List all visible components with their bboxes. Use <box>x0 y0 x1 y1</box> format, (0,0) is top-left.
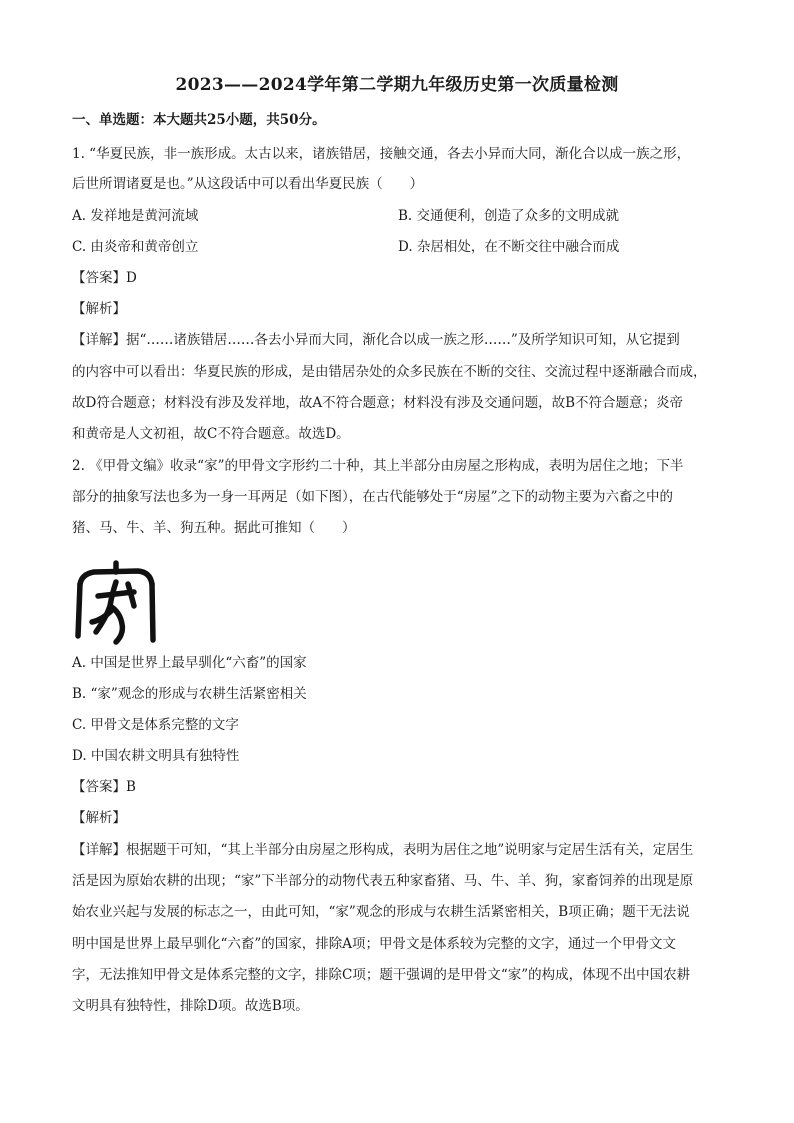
q1-detail-line-4: 和黄帝是人文初祖，故C不符合题意。故选D。 <box>72 426 350 442</box>
q1-option-d: D. 杂居相处，在不断交往中融合而成 <box>398 239 620 255</box>
q1-stem-line-1: 1. “华夏民族，非一族形成。太古以来，诸族错居，接触交通，各去小异而大同，渐化合以成一族之形， <box>72 146 691 162</box>
q2-analysis-label: 【解析】 <box>72 810 126 826</box>
q2-detail-line-3: 始农业兴起与发展的标志之一，由此可知，“家”观念的形成与农耕生活紧密相关，B项正确；题干无法说 <box>72 904 690 920</box>
q2-detail-line-6: 文明具有独特性，排除D项。故选B项。 <box>72 998 309 1014</box>
q1-detail-line-3: 故D符合题意；材料没有涉及发祥地，故A不符合题意；材料没有涉及交通问题，故B不符合题意；炎帝 <box>72 395 683 411</box>
q1-detail-line-2: 的内容中可以看出：华夏民族的形成，是由错居杂处的众多民族在不断的交往、交流过程中逐渐融合而成， <box>72 364 707 380</box>
q1-detail-line-1: 【详解】据“……诸族错居……各去小异而大同，渐化合以成一族之形……”及所学知识可知，从它提到 <box>72 332 680 348</box>
q1-option-b: B. 交通便利，创造了众多的文明成就 <box>398 208 620 224</box>
q2-detail-line-5: 字，无法推知甲骨文是体系完整的文字，排除C项；题干强调的是甲骨文“家”的构成，体现不出中国农耕 <box>72 967 691 983</box>
exam-title: 2023——2024学年第二学期九年级历史第一次质量检测 <box>175 75 619 95</box>
q2-stem-line-1: 2. 《甲骨文编》收录“家”的甲骨文字形约二十种，其上半部分由房屋之形构成，表明为居住之地；下半 <box>72 458 684 474</box>
q2-answer: 【答案】B <box>72 779 136 795</box>
q2-detail-line-1: 【详解】根据题干可知，“其上半部分由房屋之形构成，表明为居住之地”说明家与定居生活有关，定居生 <box>72 842 694 858</box>
q1-analysis-label: 【解析】 <box>72 301 126 317</box>
q1-option-c: C. 由炎帝和黄帝创立 <box>72 239 199 255</box>
oracle-bone-jia-glyph <box>72 560 162 646</box>
q2-option-b: B. “家”观念的形成与农耕生活紧密相关 <box>72 686 307 702</box>
section-heading: 一、单选题：本大题共25小题，共50分。 <box>72 112 326 128</box>
q2-option-d: D. 中国农耕文明具有独特性 <box>72 748 240 764</box>
q2-stem-line-2: 部分的抽象写法也多为一身一耳两足（如下图），在古代能够处于“房屋”之下的动物主要为六畜之中的 <box>72 489 674 505</box>
q2-detail-line-4: 明中国是世界上最早驯化“六畜”的国家，排除A项；甲骨文是体系较为完整的文字，通过一个甲骨文文 <box>72 936 677 952</box>
q2-option-c: C. 甲骨文是体系完整的文字 <box>72 717 239 733</box>
q1-stem-line-2: 后世所谓诸夏是也。”从这段话中可以看出华夏民族（ ） <box>72 176 424 192</box>
q2-option-a: A. 中国是世界上最早驯化“六畜”的国家 <box>72 655 307 671</box>
q2-detail-line-2: 活是因为原始农耕的出现；“家”下半部分的动物代表五种家畜猪、马、牛、羊、狗，家畜饲养的出现是原 <box>72 873 694 889</box>
q2-stem-line-3: 猪、马、牛、羊、狗五种。据此可推知（ ） <box>72 520 356 536</box>
q1-answer: 【答案】D <box>72 270 137 286</box>
q1-option-a: A. 发祥地是黄河流域 <box>72 208 199 224</box>
